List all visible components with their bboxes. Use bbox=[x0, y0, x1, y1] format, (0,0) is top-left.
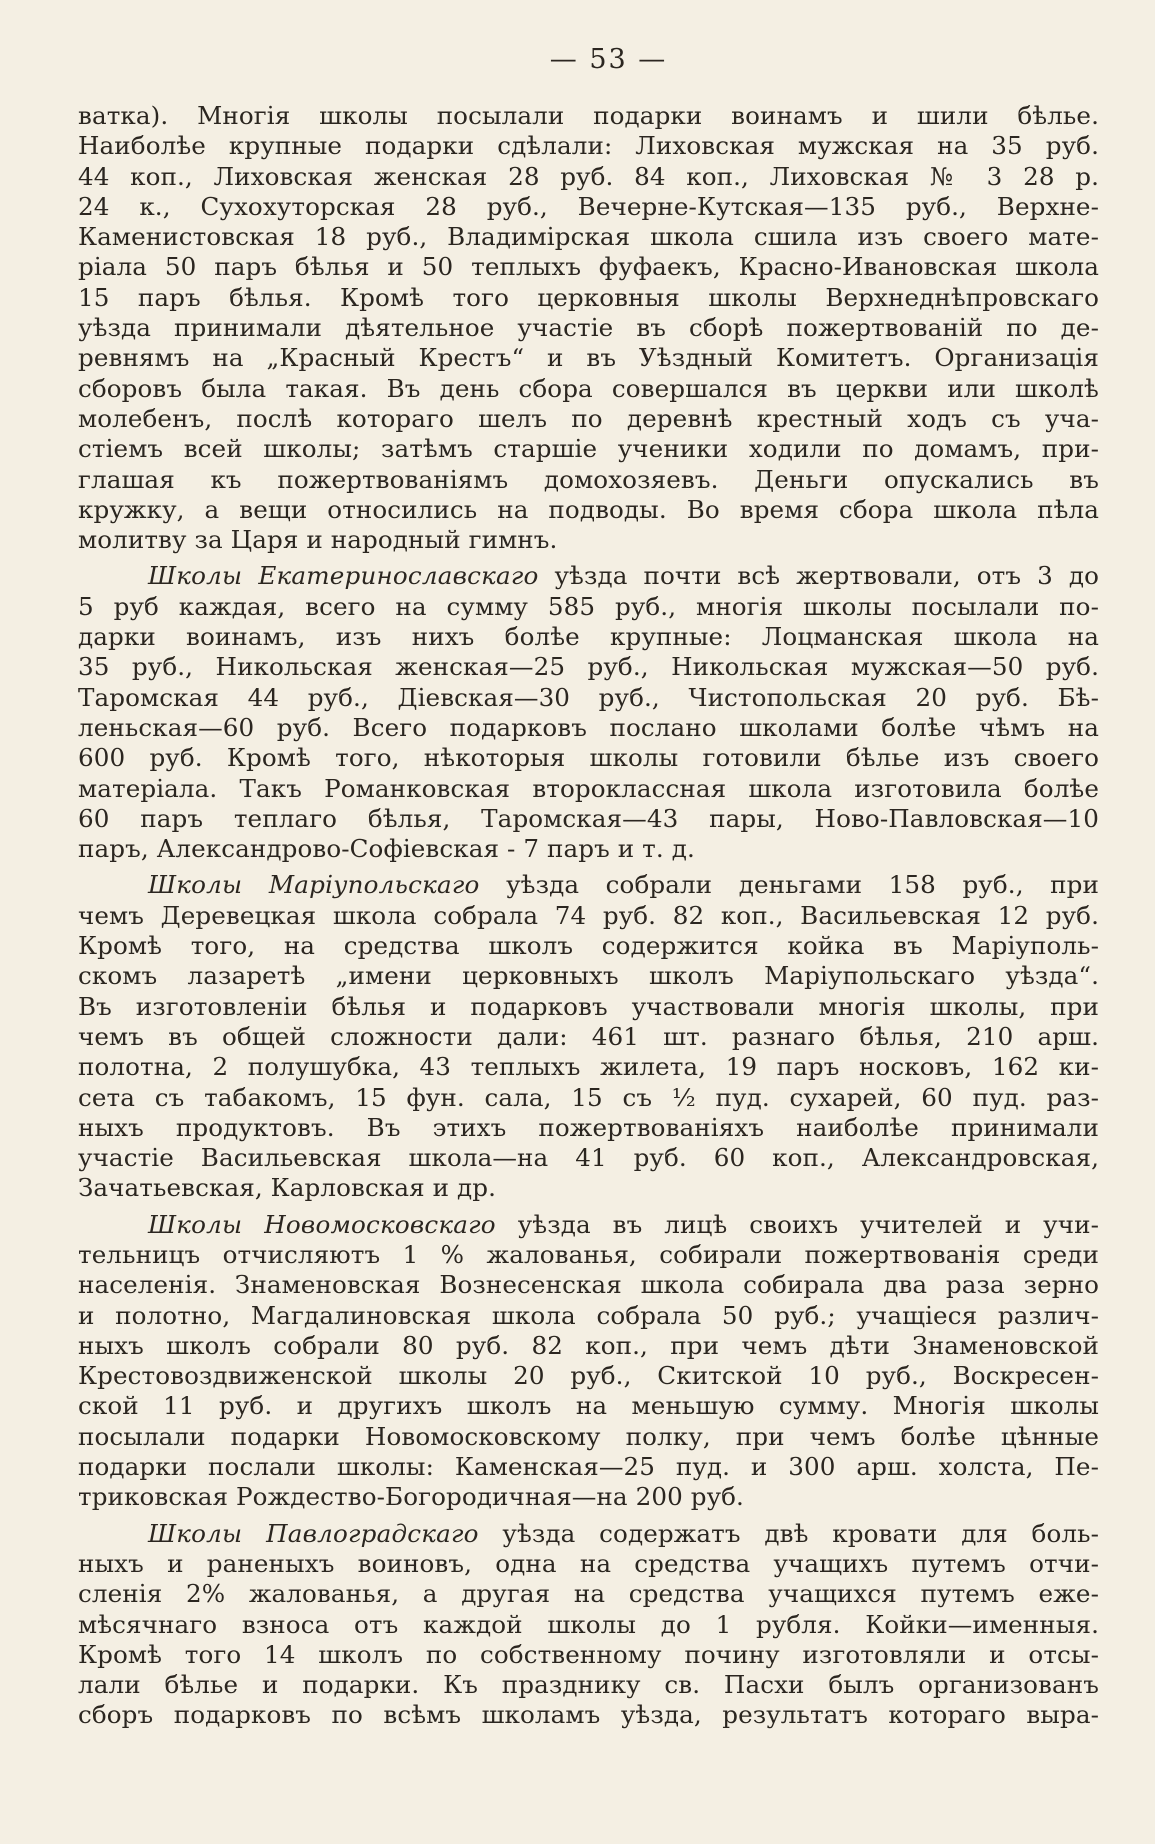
first-line-rest: уѣзда собрали деньгами 158 руб., при bbox=[506, 870, 1099, 900]
paragraph-ekaterinoslav bbox=[78, 561, 1099, 864]
text-line: ныхъ продуктовъ. Въ этихъ пожертвованіяхъ наиболѣе принимали bbox=[78, 1112, 1099, 1142]
text-line: лали бѣлье и подарки. Къ празднику св. Пасхи былъ организованъ bbox=[78, 1670, 1099, 1700]
text-line: ватка). Многія школы посылали подарки воинамъ и шили бѣлье. bbox=[78, 101, 1099, 130]
text-line: посылали подарки Новомосковскому полку, при чемъ болѣе цѣнные bbox=[78, 1421, 1099, 1451]
district-name: Школы Маріупольскаго bbox=[148, 870, 480, 900]
paragraph-first-line bbox=[78, 870, 1099, 900]
paragraph-mariupol bbox=[78, 870, 1099, 1203]
text-line: Въ изготовленіи бѣлья и подарковъ участвовали многія школы, при bbox=[78, 991, 1099, 1021]
text-line: молитву за Царя и народный гимнъ. bbox=[78, 525, 558, 555]
text-line: чемъ въ общей сложности дали: 461 шт. разнаго бѣлья, 210 арш. bbox=[78, 1021, 1099, 1051]
text-line: 35 руб., Никольская женская—25 руб., Никольская мужская—50 руб. bbox=[78, 652, 1099, 682]
text-line: полотна, 2 полушубка, 43 теплыхъ жилета, 19 паръ носковъ, 162 ки- bbox=[78, 1052, 1099, 1082]
text-line: молебенъ, послѣ котораго шелъ по деревнѣ крестный ходъ съ уча- bbox=[78, 403, 1099, 433]
text-line: населенія. Знаменовская Вознесенская школа собирала два раза зерно bbox=[78, 1270, 1099, 1300]
text-line: ревнямъ на „Красный Крестъ“ и въ Уѣздный Комитетъ. Организація bbox=[78, 343, 1099, 373]
text-line: Кромѣ того 14 школъ по собственному почину изготовляли и отсы- bbox=[78, 1639, 1099, 1669]
text-line: паръ, Александрово-Софіевская - 7 паръ и т. д. bbox=[78, 834, 695, 864]
text-line: чемъ Деревецкая школа собрала 74 руб. 82 коп., Васильевская 12 руб. bbox=[78, 900, 1099, 930]
text-line: 24 к., Сухохуторская 28 руб., Вечерне-Кутская—135 руб., Верхне- bbox=[78, 191, 1099, 221]
text-line: скомъ лазаретѣ „имени церковныхъ школъ Маріупольскаго уѣзда“. bbox=[78, 961, 1099, 991]
district-name: Школы Новомосковскаго bbox=[148, 1209, 496, 1239]
text-line: 600 руб. Кромѣ того, нѣкоторыя школы готовили бѣлье изъ своего bbox=[78, 743, 1099, 773]
text-line: леньская—60 руб. Всего подарковъ послано школами болѣе чѣмъ на bbox=[78, 712, 1099, 742]
text-line: Таромская 44 руб., Діевская—30 руб., Чистопольская 20 руб. Бѣ- bbox=[78, 682, 1099, 712]
text-line: стіемъ всей школы; затѣмъ старшіе ученики ходили по домамъ, при- bbox=[78, 434, 1099, 464]
paragraph-1 bbox=[78, 101, 1099, 555]
first-line-rest: уѣзда въ лицѣ своихъ учителей и учи- bbox=[517, 1209, 1099, 1239]
text-line: тельницъ отчисляютъ 1 % жалованья, собирали пожертвованія среди bbox=[78, 1239, 1099, 1269]
text-line: подарки послали школы: Каменская—25 пуд. и 300 арш. холста, Пе- bbox=[78, 1452, 1099, 1482]
text-line: ской 11 руб. и другихъ школъ на меньшую сумму. Многія школы bbox=[78, 1391, 1099, 1421]
text-line: сборовъ была такая. Въ день сбора совершался въ церкви или школѣ bbox=[78, 373, 1099, 403]
paragraph-first-line bbox=[78, 561, 1099, 591]
text-line: ныхъ и раненыхъ воиновъ, одна на средства учащихъ путемъ отчи- bbox=[78, 1548, 1099, 1578]
text-line: уѣзда принимали дѣятельное участіе въ сборѣ пожертвованій по де- bbox=[78, 313, 1099, 343]
text-line: сборъ подарковъ по всѣмъ школамъ уѣзда, результатъ котораго выра- bbox=[78, 1700, 1099, 1730]
district-name: Школы Павлоградскаго bbox=[148, 1518, 479, 1548]
text-line: дарки воинамъ, изъ нихъ болѣе крупные: Лоцманская школа на bbox=[78, 622, 1099, 652]
text-line: ріала 50 паръ бѣлья и 50 теплыхъ фуфаекъ, Красно-Ивановская школа bbox=[78, 252, 1099, 282]
paragraph-novomoskovsk bbox=[78, 1210, 1099, 1513]
paragraph-first-line bbox=[78, 1210, 1099, 1240]
text-line: сленія 2% жалованья, а другая на средства учащихся путемъ еже- bbox=[78, 1579, 1099, 1609]
text-line: мѣсячнаго взноса отъ каждой школы до 1 рубля. Койки—именныя. bbox=[78, 1609, 1099, 1639]
text-line: кружку, а вещи относились на подводы. Во время сбора школа пѣла bbox=[78, 494, 1099, 524]
text-line: 5 руб каждая, всего на сумму 585 руб., многія школы посылали по- bbox=[78, 591, 1099, 621]
district-name: Школы Екатеринославскаго bbox=[148, 561, 539, 591]
text-line: Кромѣ того, на средства школъ содержится койка въ Маріуполь- bbox=[78, 931, 1099, 961]
text-line: триковская Рождество-Богородичная—на 200 руб. bbox=[78, 1482, 744, 1512]
text-line: матеріала. Такъ Романковская второклассная школа изготовила болѣе bbox=[78, 773, 1099, 803]
text-line: участіе Васильевская школа—на 41 руб. 60 коп., Александровская, bbox=[78, 1143, 1099, 1173]
text-line: 44 коп., Лиховская женская 28 руб. 84 коп., Лиховская № 3 28 р. bbox=[78, 161, 1099, 191]
text-line: Каменистовская 18 руб., Владимірская школа сшила изъ своего мате- bbox=[78, 222, 1099, 252]
text-line: и полотно, Магдалиновская школа собрала 50 руб.; учащіеся различ- bbox=[78, 1300, 1099, 1330]
text-line: Наиболѣе крупные подарки сдѣлали: Лиховская мужская на 35 руб. bbox=[78, 131, 1099, 161]
paragraph-first-line bbox=[78, 1519, 1099, 1549]
first-line-rest: уѣзда содержатъ двѣ кровати для боль- bbox=[502, 1518, 1099, 1548]
first-line-rest: уѣзда почти всѣ жертвовали, отъ 3 до bbox=[554, 561, 1099, 591]
text-line: Зачатьевская, Карловская и др. bbox=[78, 1173, 497, 1203]
paragraph-pavlograd bbox=[78, 1519, 1099, 1731]
page-number: — 53 — bbox=[549, 44, 668, 75]
text-line: 15 паръ бѣлья. Кромѣ того церковныя школы Верхнеднѣпровскаго bbox=[78, 282, 1099, 312]
text-line: ныхъ школъ собрали 80 руб. 82 коп., при чемъ дѣти Знаменовской bbox=[78, 1330, 1099, 1360]
text-line: глашая къ пожертвованіямъ домохозяевъ. Деньги опускались въ bbox=[78, 464, 1099, 494]
text-line: Крестовоздвиженской школы 20 руб., Скитской 10 руб., Воскресен- bbox=[78, 1361, 1099, 1391]
text-line: 60 паръ теплаго бѣлья, Таромская—43 пары, Ново-Павловская—10 bbox=[78, 803, 1099, 833]
text-line: сета съ табакомъ, 15 фун. сала, 15 съ ½ пуд. сухарей, 60 пуд. раз- bbox=[78, 1082, 1099, 1112]
